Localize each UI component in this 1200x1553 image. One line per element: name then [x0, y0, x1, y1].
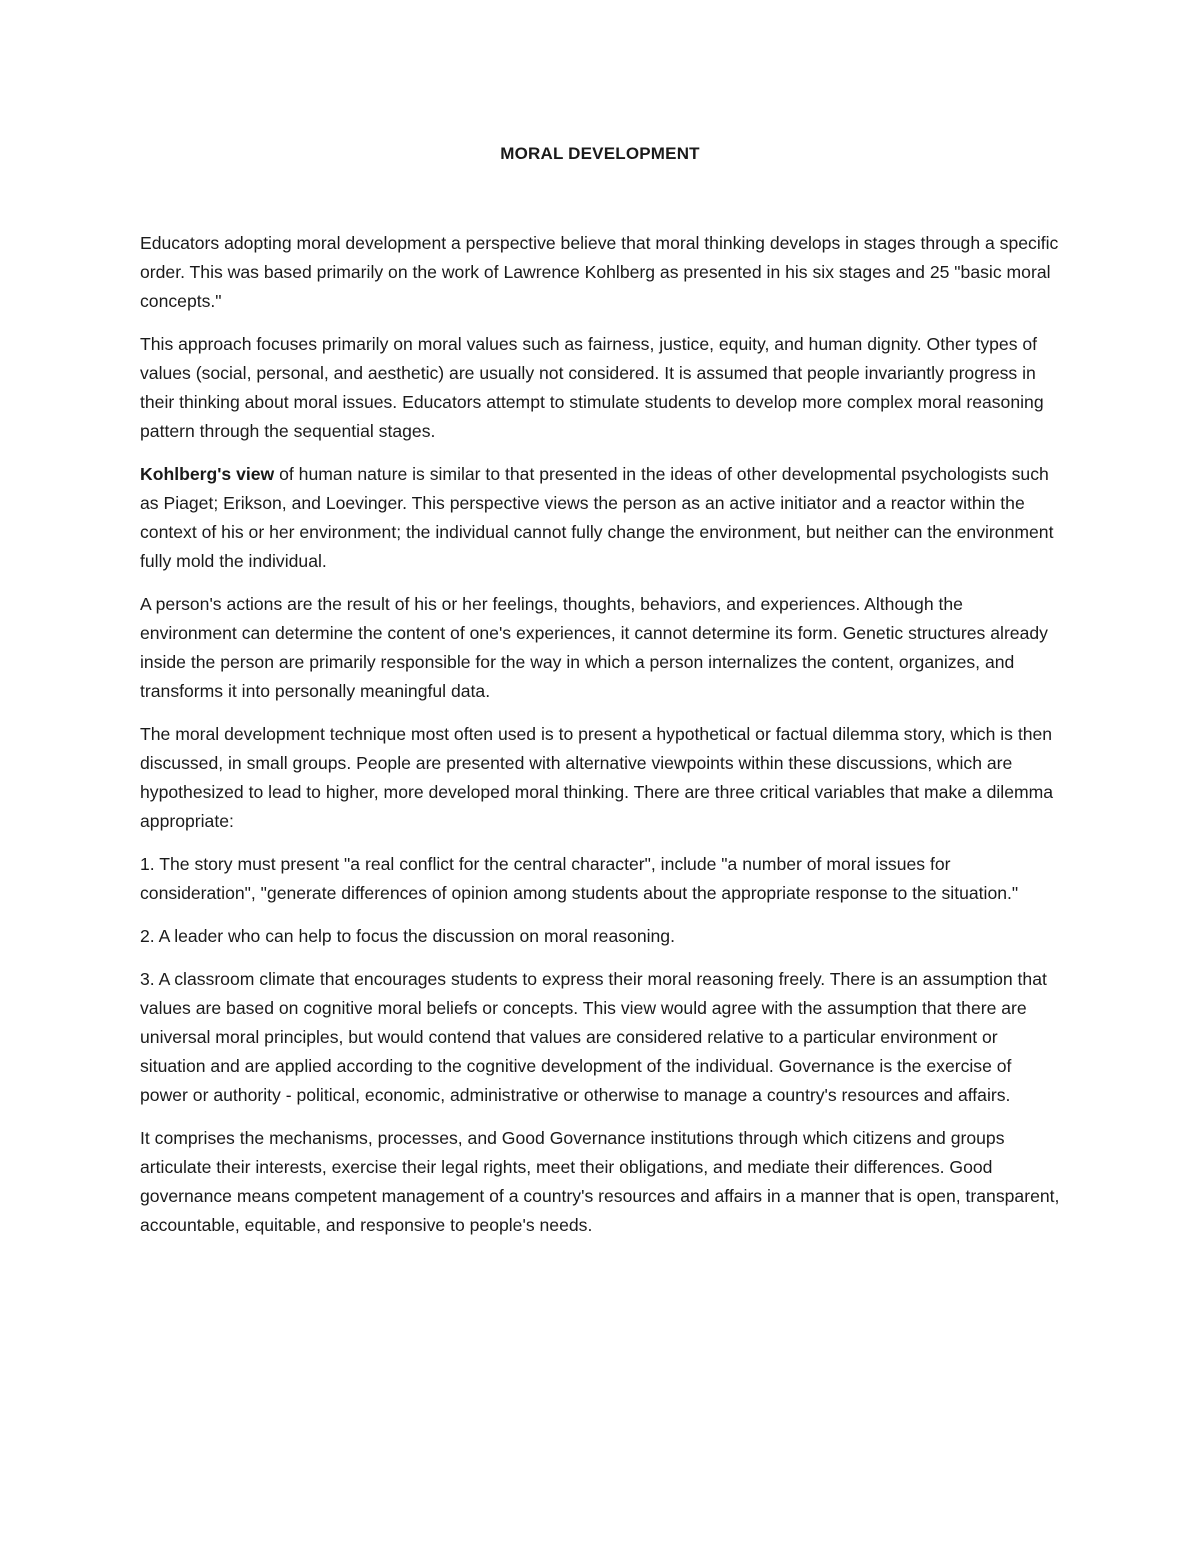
list-item-1: 1. The story must present "a real conflict for the central character", include "a number of moral issues for consideration", "generate differences of opinion among students about the appropriate response to the situation." [140, 854, 1019, 903]
kohlberg-view-term: Kohlberg's view [140, 464, 275, 484]
kohlberg-view-text: of human nature is similar to that presented in the ideas of other developmental psychologists such as Piaget; Erikson, and Loevinger. This perspective views the person as an active initiator and a reactor within the context of his or her environment; the individual cannot fully change the environment, but neither can the environment fully mold the individual. [140, 464, 1054, 571]
paragraph-kohlberg-view [140, 460, 1060, 576]
paragraph-approach: This approach focuses primarily on moral values such as fairness, justice, equity, and human dignity. Other types of values (social, personal, and aesthetic) are usually not considered. It is assumed that people invariantly progress in their thinking about moral issues. Educators attempt to stimulate students to develop more complex moral reasoning pattern through the sequential stages. [140, 334, 1044, 441]
document-title: MORAL DEVELOPMENT [500, 144, 700, 163]
paragraph-intro: Educators adopting moral development a perspective believe that moral thinking develops in stages through a specific order. This was based primarily on the work of Lawrence Kohlberg as presented in his six stages and 25 "basic moral concepts." [140, 233, 1059, 311]
paragraph-technique: The moral development technique most often used is to present a hypothetical or factual dilemma story, which is then discussed, in small groups. People are presented with alternative viewpoints within these discussions, which are hypothesized to lead to higher, more developed moral thinking. There are three critical variables that make a dilemma appropriate: [140, 724, 1054, 831]
list-item-3: 3. A classroom climate that encourages students to express their moral reasoning freely. There is an assumption that values are based on cognitive moral beliefs or concepts. This view would agree with the assumption that there are universal moral principles, but would contend that values are considered relative to a particular environment or situation and are applied according to the cognitive development of the individual. Governance is the exercise of power or authority - political, economic, administrative or otherwise to manage a country's resources and affairs. [140, 969, 1047, 1105]
paragraph-governance: It comprises the mechanisms, processes, and Good Governance institutions through which citizens and groups articulate their interests, exercise their legal rights, meet their obligations, and mediate their differences. Good governance means competent management of a country's resources and affairs in a manner that is open, transparent, accountable, equitable, and responsive to people's needs. [140, 1128, 1060, 1235]
list-item-2: 2. A leader who can help to focus the discussion on moral reasoning. [140, 926, 675, 946]
document-body [140, 229, 1060, 1254]
paragraph-actions: A person's actions are the result of his or her feelings, thoughts, behaviors, and experiences. Although the environment can determine the content of one's experiences, it cannot determine its form. Genetic structures already inside the person are primarily responsible for the way in which a person internalizes the content, organizes, and transforms it into personally meaningful data. [140, 594, 1048, 701]
